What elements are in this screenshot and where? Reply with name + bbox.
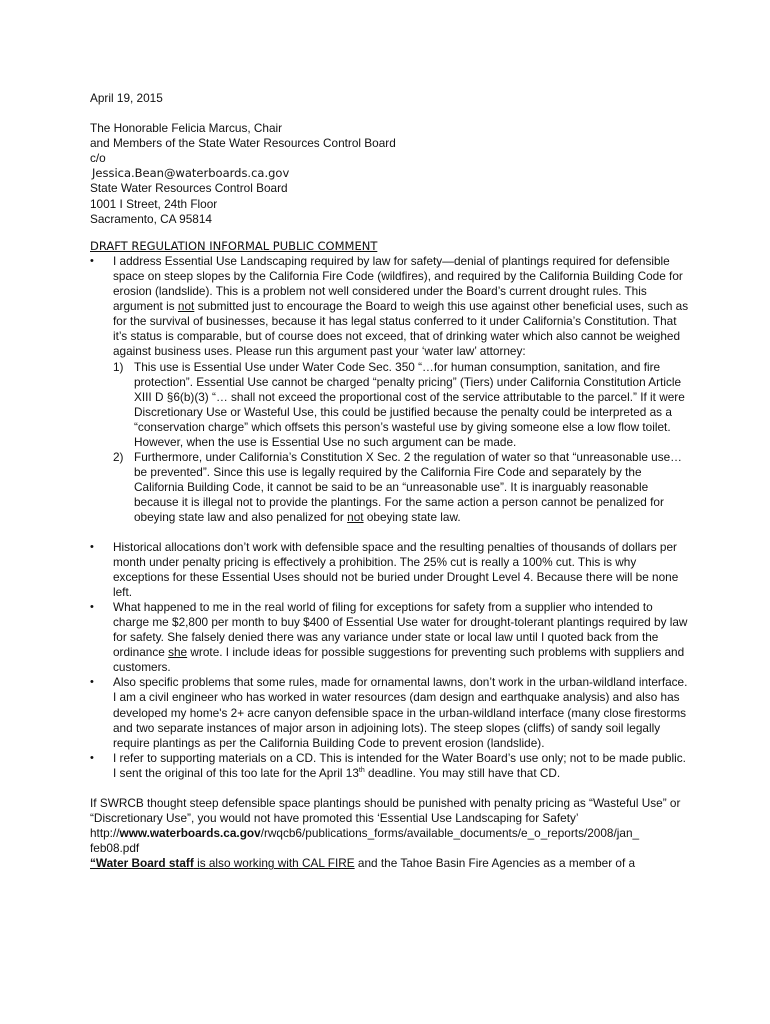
- address-line: and Members of the State Water Resources Control Board: [90, 136, 396, 151]
- list-item: [90, 254, 690, 540]
- bullet-icon: •: [90, 254, 94, 267]
- paragraph-text: wrote. I include ideas for possible suggestions for preventing such problems with suppliers and customers.: [113, 645, 685, 675]
- paragraph-text: obeying state law.: [363, 510, 461, 525]
- emphasis-text: “Water Board staff: [90, 856, 194, 871]
- item-number: 1): [113, 359, 124, 374]
- bullet-icon: •: [90, 600, 94, 613]
- superscript: th: [358, 767, 365, 775]
- recipient-address: [90, 121, 690, 227]
- bullet-icon: •: [90, 751, 94, 764]
- numbered-item: [113, 450, 690, 525]
- address-line: State Water Resources Control Board: [90, 181, 288, 196]
- emphasis-text: is also working with CAL FIRE: [193, 856, 355, 871]
- paragraph-text: What happened to me in the real world of filing for exceptions for safety from a supplier who intended to charge me $2,800 per month to buy $400 of Essential Use water for drought-tolerant plantings required by law for safety. She falsely denied there was any variance under state or local law until I quoted back from the ordinance: [113, 599, 688, 660]
- emphasis-text: she: [168, 645, 188, 660]
- paragraph-text: Historical allocations don’t work with defensible space and the resulting penalties of thousands of dollars per month under penalty pricing is effectively a prohibition. The 25% cut is really a 100% cut. This is why exceptions for these Essential Uses should not be buried under Drought Level 4. Because there will be none left.: [113, 539, 679, 599]
- paragraph-text: This use is Essential Use under Water Code Sec. 350 “…for human consumption, sanitation, and fire protection”. Essential Use cannot be charged “penalty pricing” (Tiers) under California Constitution Article XIII D §6(b)(3) “… shall not exceed the proportional cost of the service attributable to the parcel.” If it were Discretionary Use or Wasteful Use, this could be justified because the penalty could be interpreted as a “conservation charge” which offsets this person’s wasteful use by giving someone else a low flow toilet. However, when the use is Essential Use no such argument can be made.: [134, 359, 685, 449]
- comment-list: [90, 254, 690, 781]
- address-line: The Honorable Felicia Marcus, Chair: [90, 121, 283, 136]
- trailing-paragraph: [90, 856, 690, 871]
- emphasis-text: not: [177, 299, 195, 314]
- paragraph-text: deadline. You may still have that CD.: [364, 765, 561, 780]
- paragraph-text: Also specific problems that some rules, made for ornamental lawns, don’t work in the urban-wildland interface. I am a civil engineer who has worked in water resources (dam design and earthquake analysis) and also has developed my home's 2+ acre canyon defensible space in the urban-wildland interface (many close firestorms and two separate instances of major arson in adjoining lots). The steep slopes (cliffs) of sandy soil legally require plantings as per the California Building Code to prevent erosion (landslide).: [113, 675, 688, 750]
- letter-page: [90, 91, 690, 872]
- paragraph-text: submitted just to encourage the Board to weigh this use against other beneficial uses, such as for the survival of businesses, because it has legal status conferred to it under California’s Constitution. That it’s status is comparable, but of course does not exceed, that of drinking water which also cannot be weighed against business uses. Please run this argument past your ‘water law’ attorney:: [113, 299, 689, 359]
- emphasis-text: not: [347, 510, 364, 525]
- address-line: 1001 I Street, 24th Floor: [90, 196, 218, 211]
- closing-paragraph: [90, 796, 690, 856]
- paragraph-text: If SWRCB thought steep defensible space plantings should be punished with penalty pricing as “Wasteful Use” or “Discretionary Use”, you would not have promoted this ‘Essential Use Landscaping for Safety’: [90, 796, 681, 826]
- list-item: [90, 540, 690, 600]
- list-item: [90, 600, 690, 675]
- paragraph-text: Furthermore, under California’s Constitution X Sec. 2 the regulation of water so that “unreasonable use…be prevented”. Since this use is legally required by the California Fire Code and separately by the California Building Code, it cannot be said to be an “unreasonable use”. It is inarguably reasonable because it is illegal not to provide the plantings. For the same action a person cannot be penalized for obeying state law and also penalized for: [134, 450, 682, 525]
- list-item: [90, 675, 690, 750]
- address-line: c/o: [90, 151, 106, 166]
- numbered-list: [113, 360, 690, 526]
- section-heading: DRAFT REGULATION INFORMAL PUBLIC COMMENT: [90, 238, 378, 253]
- paragraph-text: I refer to supporting materials on a CD. This is intended for the Water Board’s use only; not to be made public. I sent the original of this too late for the April 13: [113, 750, 686, 780]
- paragraph-text: I address Essential Use Landscaping required by law for safety—denial of plantings required for defensible space on steep slopes by the California Fire Code (wildfires), and required by the California Building Code for erosion (landslide). This is a problem not well considered under the Board’s current drought rules. This argument is: [113, 253, 683, 314]
- list-item: [90, 751, 690, 781]
- recipient-email[interactable]: Jessica.Bean@waterboards.ca.gov: [92, 166, 290, 181]
- bullet-icon: •: [90, 676, 94, 689]
- paragraph-text: and the Tahoe Basin Fire Agencies as a member of a: [354, 856, 636, 871]
- numbered-item: [113, 360, 690, 451]
- letter-date: April 19, 2015: [90, 91, 163, 105]
- address-line: Sacramento, CA 95814: [90, 211, 212, 226]
- bullet-icon: •: [90, 540, 94, 553]
- item-number: 2): [113, 450, 124, 465]
- reference-link[interactable]: http://www.waterboards.ca.gov/rwqcb6/publications_forms/available_documents/e_o_reports/2008/jan_ feb08.pdf: [90, 826, 640, 856]
